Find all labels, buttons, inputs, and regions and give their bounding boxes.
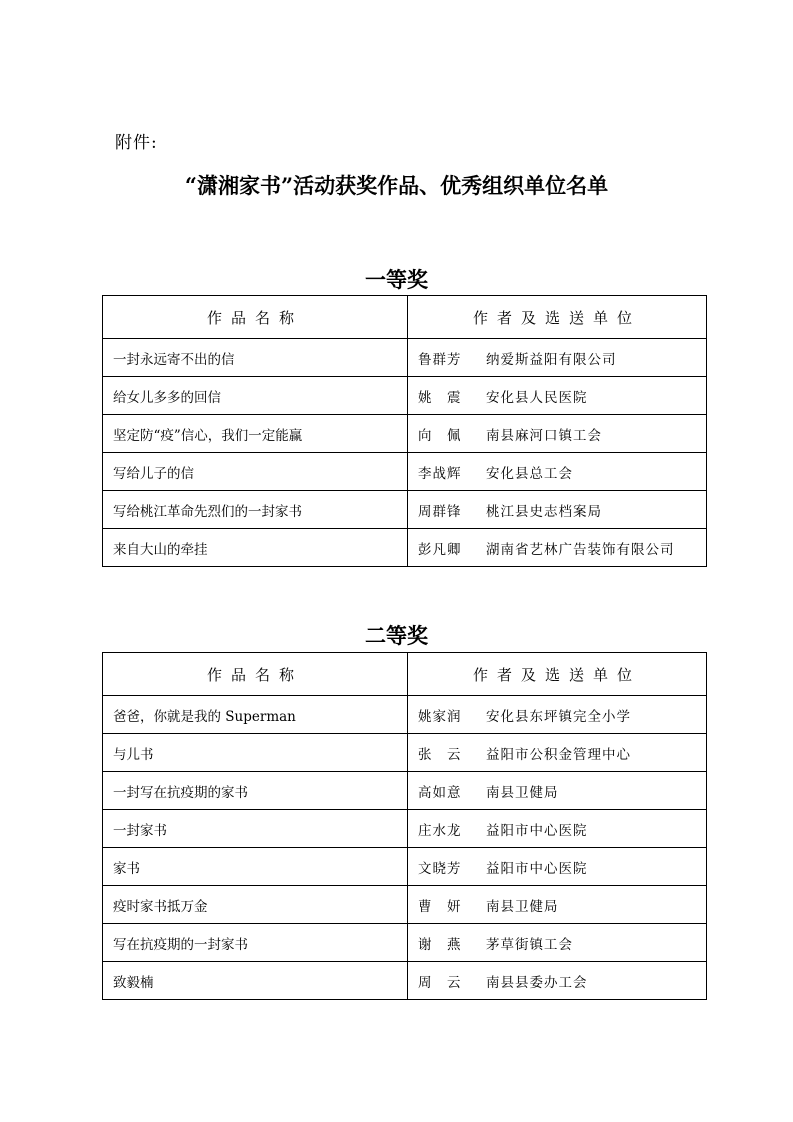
author-unit-cell bbox=[408, 339, 707, 377]
submitting-unit: 南县县委办工会 bbox=[486, 974, 588, 991]
submitting-unit: 安化县总工会 bbox=[486, 465, 573, 482]
attachment-label: 附件: bbox=[115, 133, 158, 153]
table-row bbox=[103, 962, 707, 1000]
author-unit-cell bbox=[408, 491, 707, 529]
table-row bbox=[103, 734, 707, 772]
submitting-unit: 益阳市公积金管理中心 bbox=[486, 746, 631, 763]
table-row bbox=[103, 810, 707, 848]
first-prize-table bbox=[102, 295, 707, 567]
submitting-unit: 桃江县史志档案局 bbox=[486, 503, 602, 520]
table-row bbox=[103, 453, 707, 491]
author-unit-cell bbox=[408, 772, 707, 810]
author-name: 谢 燕 bbox=[418, 936, 462, 953]
work-title-cell: 坚定防“疫”信心，我们一定能赢 bbox=[103, 415, 408, 453]
column-header-work: 作品名称 bbox=[103, 296, 408, 339]
work-title-cell: 来自大山的牵挂 bbox=[103, 529, 408, 567]
table-row bbox=[103, 529, 707, 567]
submitting-unit: 湖南省艺林广告装饰有限公司 bbox=[486, 541, 675, 558]
author-name: 张 云 bbox=[418, 746, 462, 763]
author-name: 高如意 bbox=[418, 784, 462, 801]
author-unit-cell bbox=[408, 810, 707, 848]
author-unit-cell bbox=[408, 848, 707, 886]
table-header-row bbox=[103, 653, 707, 696]
author-unit-cell bbox=[408, 377, 707, 415]
first-prize-rows bbox=[103, 339, 707, 567]
author-name: 鲁群芳 bbox=[418, 351, 462, 368]
submitting-unit: 茅草街镇工会 bbox=[486, 936, 573, 953]
column-header-work: 作品名称 bbox=[103, 653, 408, 696]
work-title-cell: 写给桃江革命先烈们的一封家书 bbox=[103, 491, 408, 529]
work-title-cell: 爸爸，你就是我的 Superman bbox=[103, 696, 408, 734]
author-name: 彭凡卿 bbox=[418, 541, 462, 558]
table-row bbox=[103, 772, 707, 810]
column-header-author: 作者及选送单位 bbox=[408, 296, 707, 339]
author-name: 文晓芳 bbox=[418, 860, 462, 877]
author-name: 曹 妍 bbox=[418, 898, 462, 915]
work-title-cell: 一封永远寄不出的信 bbox=[103, 339, 408, 377]
author-unit-cell bbox=[408, 924, 707, 962]
author-unit-cell bbox=[408, 529, 707, 567]
column-header-author: 作者及选送单位 bbox=[408, 653, 707, 696]
author-unit-cell bbox=[408, 453, 707, 491]
author-name: 姚 震 bbox=[418, 389, 462, 406]
table-row bbox=[103, 377, 707, 415]
work-title-cell: 写在抗疫期的一封家书 bbox=[103, 924, 408, 962]
work-title-cell: 疫时家书抵万金 bbox=[103, 886, 408, 924]
submitting-unit: 益阳市中心医院 bbox=[486, 860, 588, 877]
second-prize-table bbox=[102, 652, 707, 1000]
submitting-unit: 南县卫健局 bbox=[486, 784, 559, 801]
author-unit-cell bbox=[408, 886, 707, 924]
table-row bbox=[103, 924, 707, 962]
work-title-cell: 与儿书 bbox=[103, 734, 408, 772]
author-name: 周 云 bbox=[418, 974, 462, 991]
work-title-cell: 一封写在抗疫期的家书 bbox=[103, 772, 408, 810]
author-unit-cell bbox=[408, 734, 707, 772]
table-row bbox=[103, 491, 707, 529]
second-prize-heading: 二等奖 bbox=[365, 623, 428, 648]
work-title-cell: 给女儿多多的回信 bbox=[103, 377, 408, 415]
submitting-unit: 南县麻河口镇工会 bbox=[486, 427, 602, 444]
author-name: 庄水龙 bbox=[418, 822, 462, 839]
author-unit-cell bbox=[408, 962, 707, 1000]
author-unit-cell bbox=[408, 415, 707, 453]
second-prize-rows bbox=[103, 696, 707, 1000]
submitting-unit: 安化县人民医院 bbox=[486, 389, 588, 406]
author-name: 姚家润 bbox=[418, 708, 462, 725]
submitting-unit: 纳爱斯益阳有限公司 bbox=[486, 351, 617, 368]
table-header-row bbox=[103, 296, 707, 339]
author-name: 周群锋 bbox=[418, 503, 462, 520]
submitting-unit: 安化县东坪镇完全小学 bbox=[486, 708, 631, 725]
table-row bbox=[103, 696, 707, 734]
work-title-cell: 致毅楠 bbox=[103, 962, 408, 1000]
first-prize-heading: 一等奖 bbox=[365, 267, 428, 292]
table-row bbox=[103, 339, 707, 377]
author-name: 向 佩 bbox=[418, 427, 462, 444]
work-title-cell: 写给儿子的信 bbox=[103, 453, 408, 491]
author-name: 李战辉 bbox=[418, 465, 462, 482]
work-title-cell: 一封家书 bbox=[103, 810, 408, 848]
submitting-unit: 益阳市中心医院 bbox=[486, 822, 588, 839]
table-row bbox=[103, 415, 707, 453]
author-unit-cell bbox=[408, 696, 707, 734]
work-title-cell: 家书 bbox=[103, 848, 408, 886]
document-title: “潇湘家书”活动获奖作品、优秀组织单位名单 bbox=[184, 173, 609, 198]
submitting-unit: 南县卫健局 bbox=[486, 898, 559, 915]
table-row bbox=[103, 848, 707, 886]
table-row bbox=[103, 886, 707, 924]
